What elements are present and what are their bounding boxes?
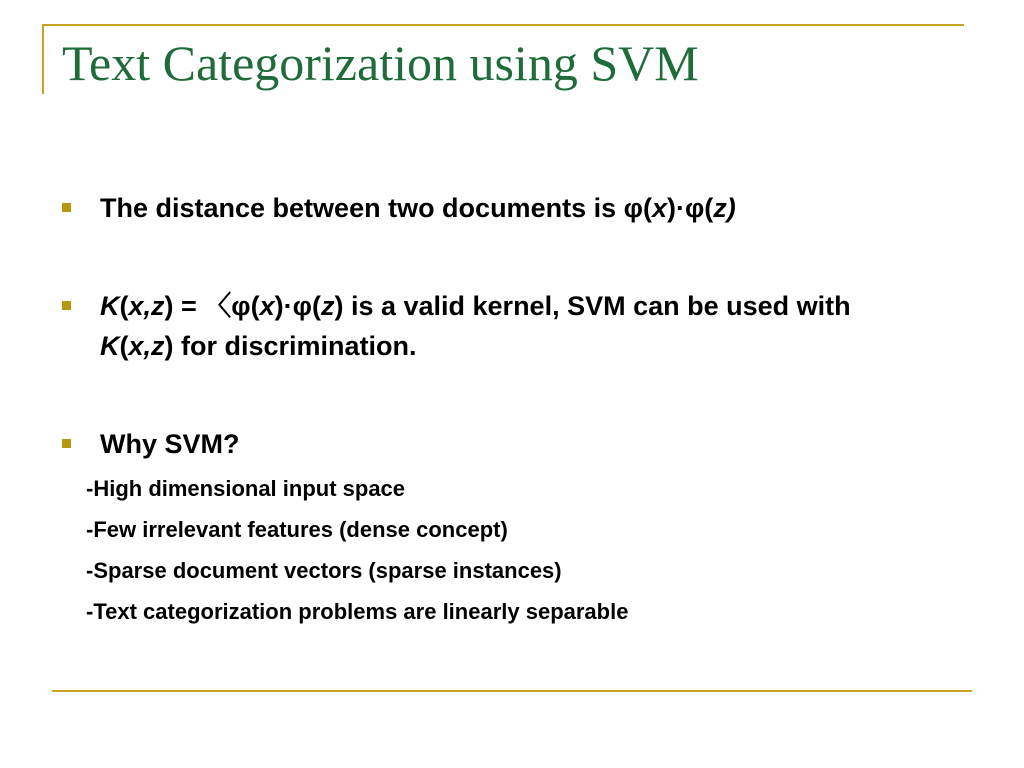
bullet-distance-text: The distance between two documents is φ(x)·φ(z): [100, 193, 736, 223]
bullet-why-svm-label: Why SVM?: [100, 429, 240, 459]
reason-item: -Text categorization problems are linearly separable: [86, 599, 629, 624]
slide-title: Text Categorization using SVM: [62, 35, 699, 91]
frame-bottom-rule: [52, 690, 972, 692]
square-bullet-icon: [62, 203, 71, 212]
bullet-kernel-text: K(x,z) = 〈φ(x)·φ(z) is a valid kernel, SVM can be used with K(x,z) for discrimination.: [100, 291, 851, 361]
reason-item: -High dimensional input space: [86, 476, 406, 501]
reason-item: -Few irrelevant features (dense concept): [86, 517, 508, 542]
square-bullet-icon: [62, 301, 71, 310]
square-bullet-icon: [62, 439, 71, 448]
reason-item: -Sparse document vectors (sparse instances): [86, 558, 562, 583]
